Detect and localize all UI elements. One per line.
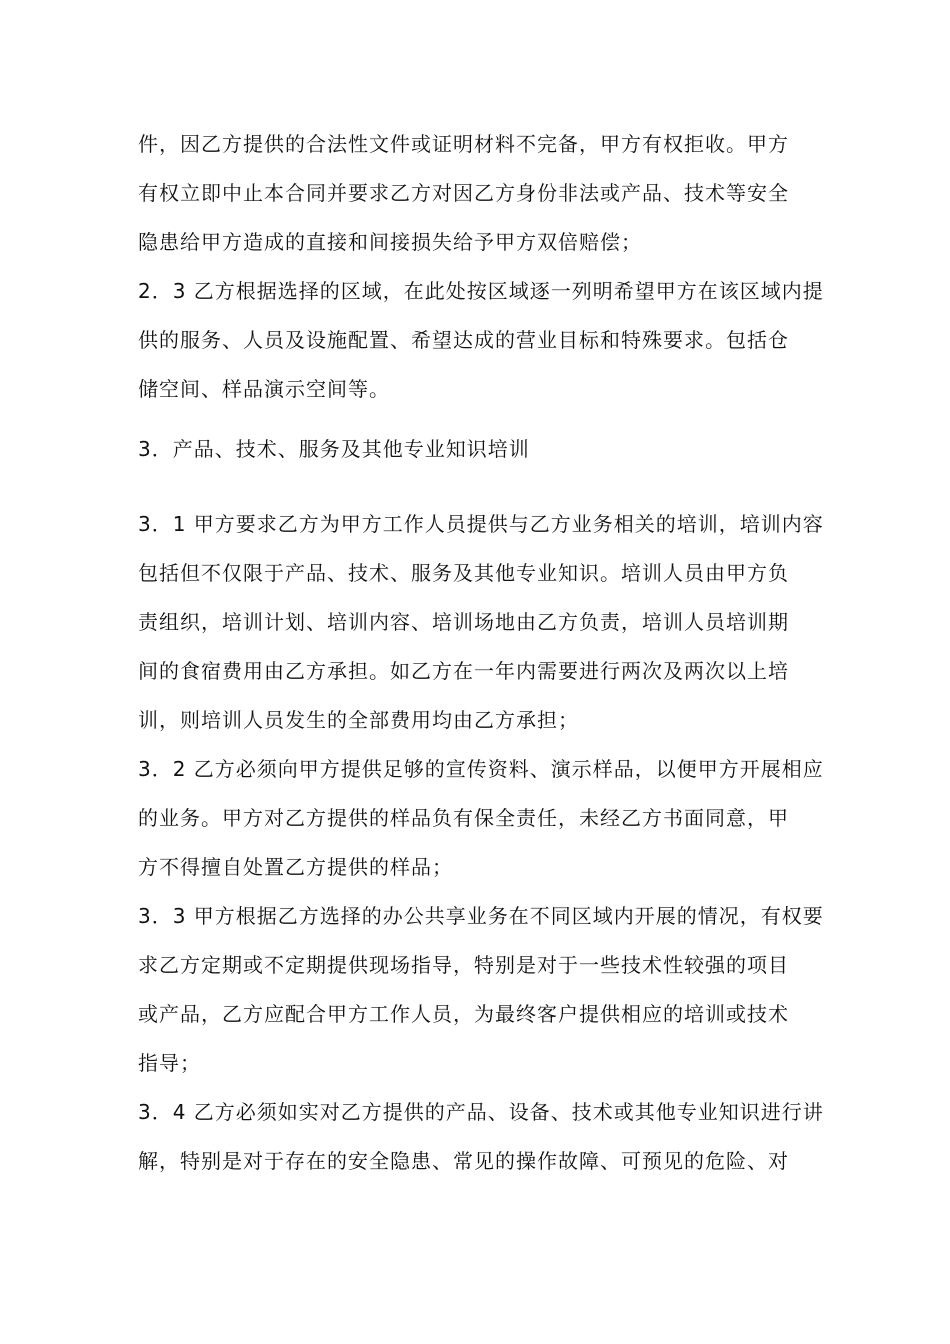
text-line: 责组织，培训计划、培训内容、培训场地由乙方负责，培训人员培训期: [138, 610, 789, 634]
text-line: 3．1 甲方要求乙方为甲方工作人员提供与乙方业务相关的培训，培训内容: [138, 512, 824, 536]
text-line: 求乙方定期或不定期提供现场指导，特别是对于一些技术性较强的项目: [138, 953, 789, 977]
text-line: 解，特别是对于存在的安全隐患、常见的操作故障、可预见的危险、对: [138, 1149, 789, 1173]
text-line: 3．2 乙方必须向甲方提供足够的宣传资料、演示样品，以便甲方开展相应: [138, 757, 824, 781]
text-line: 隐患给甲方造成的直接和间接损失给予甲方双倍赔偿；: [138, 230, 642, 254]
section-heading: 3．产品、技术、服务及其他专业知识培训: [138, 437, 530, 461]
text-line: 3．4 乙方必须如实对乙方提供的产品、设备、技术或其他专业知识进行讲: [138, 1100, 824, 1124]
text-line: 储空间、样品演示空间等。: [138, 377, 390, 401]
text-line: 2．3 乙方根据选择的区域，在此处按区域逐一列明希望甲方在该区域内提: [138, 279, 824, 303]
text-line: 指导；: [138, 1051, 201, 1075]
text-line: 或产品，乙方应配合甲方工作人员，为最终客户提供相应的培训或技术: [138, 1002, 789, 1026]
text-line: 3．3 甲方根据乙方选择的办公共享业务在不同区域内开展的情况，有权要: [138, 904, 824, 928]
text-line: 件，因乙方提供的合法性文件或证明材料不完备，甲方有权拒收。甲方: [138, 132, 789, 156]
text-line: 有权立即中止本合同并要求乙方对因乙方身份非法或产品、技术等安全: [138, 181, 789, 205]
text-line: 供的服务、人员及设施配置、希望达成的营业目标和特殊要求。包括仓: [138, 328, 789, 352]
text-line: 方不得擅自处置乙方提供的样品；: [138, 855, 453, 879]
text-line: 包括但不仅限于产品、技术、服务及其他专业知识。培训人员由甲方负: [138, 561, 789, 585]
text-line: 训，则培训人员发生的全部费用均由乙方承担；: [138, 708, 579, 732]
text-line: 间的食宿费用由乙方承担。如乙方在一年内需要进行两次及两次以上培: [138, 659, 789, 683]
text-line: 的业务。甲方对乙方提供的样品负有保全责任，未经乙方书面同意，甲: [138, 806, 789, 830]
